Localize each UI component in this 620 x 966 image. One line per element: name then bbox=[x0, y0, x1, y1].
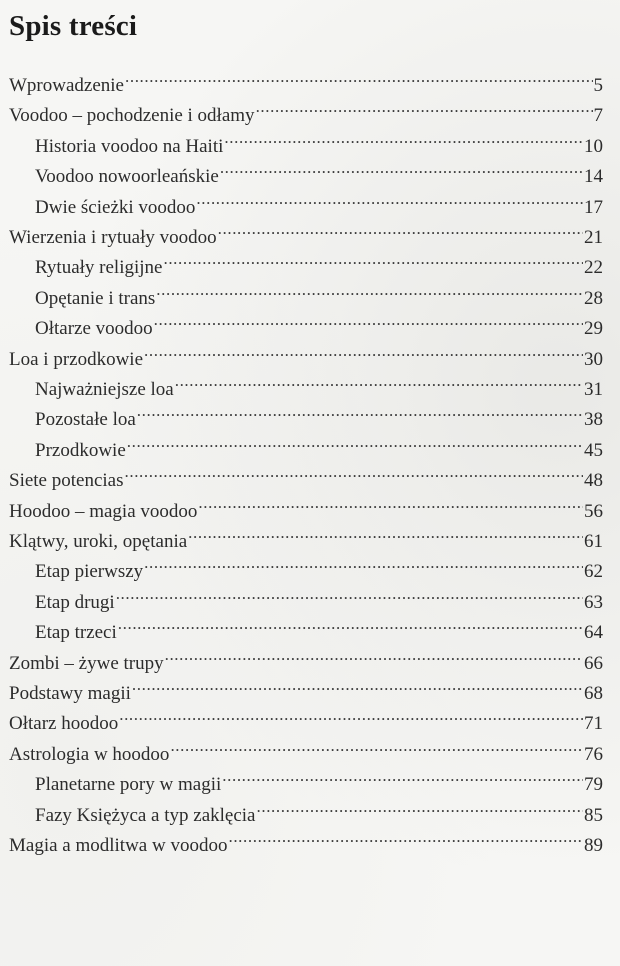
toc-dot-leader bbox=[154, 304, 583, 334]
toc-entry-title: Rytuały religijne bbox=[35, 257, 163, 279]
toc-dot-leader bbox=[144, 547, 583, 577]
toc-entry-page-number: 31 bbox=[584, 379, 603, 400]
toc-entry-title: Opętanie i trans bbox=[35, 287, 156, 309]
toc-entry-page-number: 48 bbox=[584, 470, 603, 492]
toc-entry-title: Etap drugi bbox=[35, 591, 115, 613]
toc-entry bbox=[9, 335, 603, 370]
toc-dot-leader bbox=[127, 426, 583, 456]
toc-entry-title: Historia voodoo na Haiti bbox=[35, 135, 224, 157]
toc-entry bbox=[35, 426, 603, 461]
toc-entry-page-number: 38 bbox=[584, 409, 603, 431]
toc-entry-page-number: 62 bbox=[584, 561, 603, 583]
toc-entry-title: Etap pierwszy bbox=[35, 561, 144, 583]
toc-entry-title: Voodoo nowoorleańskie bbox=[35, 166, 219, 188]
toc-entry-title: Ołtarze voodoo bbox=[35, 318, 153, 340]
toc-entry bbox=[35, 274, 603, 309]
toc-entry-page-number: 68 bbox=[584, 683, 603, 704]
toc-entry-page-number: 17 bbox=[584, 196, 603, 218]
toc-dot-leader bbox=[224, 122, 583, 152]
toc-entry-title: Ołtarz hoodoo bbox=[9, 713, 119, 735]
toc-entry bbox=[9, 61, 603, 96]
toc-entry-title: Planetarne pory w magii bbox=[35, 774, 222, 796]
toc-dot-leader bbox=[218, 213, 583, 243]
toc-entry-page-number: 64 bbox=[584, 622, 603, 644]
toc-entry bbox=[9, 669, 603, 704]
toc-entry bbox=[35, 122, 603, 157]
toc-entry bbox=[35, 152, 603, 188]
toc-dot-leader bbox=[170, 730, 583, 760]
toc-entry-page-number: 76 bbox=[584, 743, 603, 765]
toc-entry-title: Etap trzeci bbox=[35, 622, 117, 644]
toc-entry bbox=[9, 456, 603, 492]
toc-entry-page-number: 10 bbox=[584, 135, 603, 157]
toc-entry-page-number: 85 bbox=[584, 804, 603, 826]
toc-dot-leader bbox=[220, 152, 583, 182]
toc-dot-leader bbox=[137, 395, 583, 425]
toc-dot-leader bbox=[156, 274, 583, 304]
toc-entry-page-number: 66 bbox=[584, 652, 603, 674]
toc-entry-page-number: 14 bbox=[584, 166, 603, 188]
toc-dot-leader bbox=[165, 639, 583, 669]
toc-entry bbox=[35, 760, 603, 796]
toc-entry-title: Magia a modlitwa w voodoo bbox=[9, 835, 228, 856]
toc-entry-page-number: 56 bbox=[584, 500, 603, 522]
toc-entry-title: Zombi – żywe trupy bbox=[9, 652, 164, 674]
toc-dot-leader bbox=[257, 791, 584, 821]
toc-dot-leader bbox=[196, 183, 583, 213]
toc-entry bbox=[35, 608, 603, 644]
toc-dot-leader bbox=[132, 669, 583, 699]
toc-entry-title: Wprowadzenie bbox=[9, 75, 124, 96]
toc-dot-leader bbox=[222, 760, 583, 790]
toc-entry bbox=[9, 821, 603, 856]
toc-entry-title: Podstawy magii bbox=[9, 683, 131, 704]
toc-entry-title: Klątwy, uroki, opętania bbox=[9, 531, 188, 552]
toc-dot-leader bbox=[228, 821, 583, 851]
toc-entry bbox=[35, 243, 603, 279]
toc-entry-page-number: 21 bbox=[584, 227, 603, 248]
toc-entry-title: Dwie ścieżki voodoo bbox=[35, 196, 196, 218]
toc-entry-page-number: 28 bbox=[584, 287, 603, 309]
toc-entry-title: Astrologia w hoodoo bbox=[9, 743, 170, 765]
toc-entry bbox=[9, 91, 603, 127]
toc-entry bbox=[35, 365, 603, 400]
toc-dot-leader bbox=[198, 487, 583, 517]
toc-entry-title: Wierzenia i rytuały voodoo bbox=[9, 227, 217, 248]
toc-dot-leader bbox=[256, 91, 593, 121]
toc-dot-leader bbox=[116, 578, 583, 608]
toc-entry-page-number: 89 bbox=[584, 835, 603, 856]
toc-entry bbox=[9, 699, 603, 735]
toc-entry-page-number: 61 bbox=[584, 531, 603, 552]
toc-entry-title: Przodkowie bbox=[35, 439, 126, 461]
toc-entry-title: Pozostałe loa bbox=[35, 409, 136, 431]
toc-entry-page-number: 71 bbox=[584, 713, 603, 735]
page-title: Spis treści bbox=[9, 10, 138, 42]
toc-entry-page-number: 5 bbox=[593, 75, 603, 96]
toc-entry bbox=[35, 304, 603, 340]
toc-entry-page-number: 29 bbox=[584, 318, 603, 340]
toc-entry bbox=[35, 578, 603, 613]
toc-entry-page-number: 45 bbox=[584, 439, 603, 461]
toc-dot-leader bbox=[175, 365, 583, 395]
toc-dot-leader bbox=[125, 456, 584, 486]
toc-entry-title: Hoodoo – magia voodoo bbox=[9, 500, 198, 522]
toc-dot-leader bbox=[188, 517, 583, 547]
toc-entry bbox=[35, 183, 603, 218]
toc-entry-title: Najważniejsze loa bbox=[35, 379, 174, 400]
toc-entry-title: Loa i przodkowie bbox=[9, 348, 144, 370]
toc-entry bbox=[9, 517, 603, 552]
toc-entry-page-number: 30 bbox=[584, 348, 603, 370]
toc-dot-leader bbox=[163, 243, 583, 273]
toc-dot-leader bbox=[118, 608, 583, 638]
toc-dot-leader bbox=[125, 61, 593, 91]
toc-entry-page-number: 63 bbox=[584, 591, 603, 613]
toc-entry bbox=[9, 487, 603, 522]
toc-entry-title: Fazy Księżyca a typ zaklęcia bbox=[35, 804, 256, 826]
toc-entry-page-number: 7 bbox=[593, 105, 603, 127]
toc-entry bbox=[9, 213, 603, 248]
toc-entry bbox=[9, 730, 603, 765]
toc-entry-page-number: 79 bbox=[584, 774, 603, 796]
toc-entry bbox=[9, 639, 603, 674]
toc-entry bbox=[35, 791, 603, 826]
toc-entry-title: Siete potencias bbox=[9, 470, 124, 492]
toc-entry-title: Voodoo – pochodzenie i odłamy bbox=[9, 105, 255, 127]
toc-dot-leader bbox=[119, 699, 583, 729]
toc-dot-leader bbox=[144, 335, 583, 365]
toc-entry bbox=[35, 547, 603, 583]
toc-entry-page-number: 22 bbox=[584, 257, 603, 279]
toc-entry bbox=[35, 395, 603, 431]
